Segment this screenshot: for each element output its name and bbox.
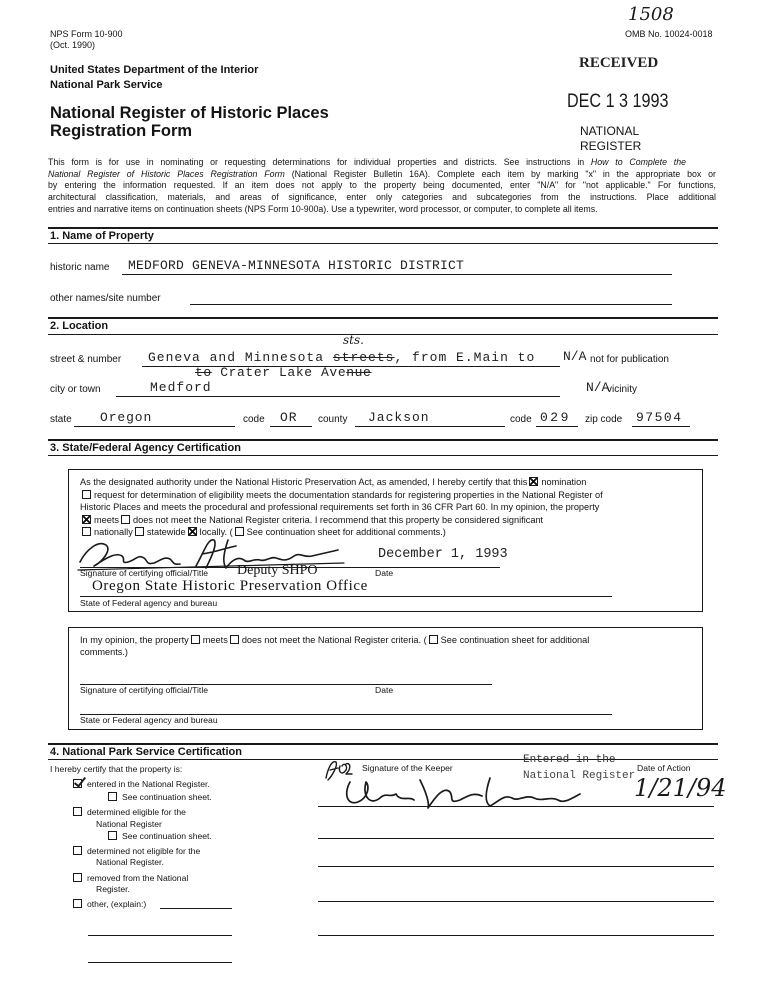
eligible-label: determined eligible for the bbox=[87, 807, 186, 817]
section-rule bbox=[48, 334, 718, 335]
keeper-signature-label: Signature of the Keeper bbox=[362, 763, 453, 773]
received-date-stamp: DEC 1 3 1993 bbox=[567, 91, 669, 112]
field-underline bbox=[632, 426, 690, 427]
entered-label: entered in the National Register. bbox=[87, 779, 210, 789]
stamp-register: REGISTER bbox=[580, 139, 642, 153]
opinion-text: does not meet the National Register criteria. ( bbox=[241, 635, 427, 645]
nomination-label: nomination bbox=[541, 477, 587, 487]
historic-name-label: historic name bbox=[50, 262, 110, 273]
city-value: Medford bbox=[150, 380, 212, 395]
certification-line-4 bbox=[80, 515, 543, 525]
opinion-line-2: comments.) bbox=[80, 647, 128, 657]
opinion-signature-label: Signature of certifying official/Title bbox=[80, 685, 209, 695]
explain-line bbox=[160, 908, 232, 909]
instructions-italic: National Register of Historic Places Registration Form bbox=[48, 169, 285, 179]
instructions-line-1 bbox=[48, 158, 686, 167]
state-code-value: OR bbox=[280, 410, 298, 425]
field-underline bbox=[74, 426, 235, 427]
vicinity-label: vicinity bbox=[607, 384, 638, 395]
section-rule bbox=[48, 227, 718, 229]
state-value: Oregon bbox=[100, 410, 153, 425]
official-title: Deputy SHPO bbox=[237, 563, 318, 578]
other-names-label: other names/site number bbox=[50, 293, 161, 304]
opinion-date-label: Date bbox=[375, 685, 394, 695]
eligible-checkbox bbox=[73, 807, 82, 816]
street-value-struck: streets bbox=[332, 350, 395, 365]
date-of-action-label: Date of Action bbox=[637, 763, 691, 773]
opinion-meets-checkbox bbox=[191, 635, 200, 644]
omb-number: OMB No. 10024-0018 bbox=[625, 29, 713, 39]
section-1-heading: 1. Name of Property bbox=[50, 230, 154, 242]
instructions-line-5: entries and narrative items on continuation sheets (NPS Form 10-900a). Use a typewriter, word processor, or computer, to complete all items. bbox=[48, 204, 598, 214]
does-not-meet-checkbox bbox=[121, 515, 130, 524]
opinion-text: In my opinion, the property bbox=[80, 635, 189, 645]
section-rule bbox=[48, 243, 718, 244]
opinion-meets-label: meets bbox=[202, 635, 228, 645]
city-label: city or town bbox=[50, 384, 101, 395]
opinion-line-1 bbox=[80, 635, 589, 645]
section-rule bbox=[48, 759, 718, 760]
county-label: county bbox=[318, 414, 348, 425]
signature-label: Signature of certifying official/Title bbox=[80, 568, 209, 578]
entered-continuation-label: See continuation sheet. bbox=[122, 792, 212, 802]
section-rule bbox=[48, 743, 718, 745]
opinion-continuation-checkbox bbox=[429, 635, 438, 644]
not-for-publication-label: not for publication bbox=[590, 354, 669, 365]
street-line2-struck: to bbox=[195, 365, 212, 380]
certification-text: request for determination of eligibility meets the documentation standards for registering properties in the National Register of bbox=[94, 490, 603, 500]
statewide-label: statewide bbox=[146, 527, 186, 537]
other-label: other, (explain:) bbox=[87, 899, 147, 909]
other-checkbox bbox=[73, 899, 82, 908]
entered-continuation-checkbox bbox=[108, 792, 117, 801]
removed-checkbox bbox=[73, 873, 82, 882]
nps-certify-intro: I hereby certify that the property is: bbox=[50, 764, 183, 774]
instructions-italic: How to Complete the bbox=[590, 157, 686, 167]
opinion-agency-label: State or Federal agency and bureau bbox=[80, 715, 218, 725]
stamp-national: NATIONAL bbox=[580, 124, 640, 138]
keeper-line bbox=[318, 901, 714, 902]
page-subtitle: Registration Form bbox=[50, 122, 193, 140]
keeper-line bbox=[318, 838, 714, 839]
entered-checkbox bbox=[73, 779, 82, 788]
certification-text: As the designated authority under the National Historic Preservation Act, as amended, I hereby certify that this bbox=[80, 477, 528, 487]
agency-value: Oregon State Historic Preservation Office bbox=[92, 578, 368, 594]
handwritten-file-number: 1508 bbox=[628, 4, 674, 25]
section-rule bbox=[48, 455, 718, 456]
field-underline bbox=[536, 426, 578, 427]
continuation-label: See continuation sheet for additional comments.) bbox=[246, 527, 446, 537]
keeper-line bbox=[318, 806, 714, 807]
keeper-line bbox=[318, 935, 714, 936]
section-2-heading: 2. Location bbox=[50, 320, 109, 332]
removed-label: removed from the National bbox=[87, 873, 189, 883]
certification-line-2 bbox=[80, 490, 603, 500]
eligible-label-2: National Register bbox=[96, 819, 162, 829]
street-line2-struck-end: nue bbox=[346, 365, 372, 380]
section-rule bbox=[48, 317, 718, 319]
street-value-part: Geneva and Minnesota bbox=[148, 350, 325, 365]
certification-date: December 1, 1993 bbox=[378, 547, 508, 562]
eligible-continuation-checkbox bbox=[108, 831, 117, 840]
explain-line bbox=[88, 962, 232, 963]
instructions-line-3: by entering the information requested. If an item does not apply to the property being documented, enter "N/A" for "not applicable." For functions, bbox=[48, 180, 716, 190]
field-underline bbox=[270, 426, 312, 427]
section-rule bbox=[48, 439, 718, 441]
instructions-text: (National Register Bulletin 16A). Complete each item by marking "x" in the appropriate box or bbox=[291, 169, 716, 179]
county-code-label: code bbox=[510, 414, 532, 425]
field-underline bbox=[116, 396, 560, 397]
vicinity-na: N/A bbox=[586, 380, 610, 395]
street-line2-text: Crater Lake Ave bbox=[220, 365, 347, 380]
county-code-value: 029 bbox=[540, 410, 571, 425]
nationally-label: nationally bbox=[94, 527, 133, 537]
instructions-line-4: architectural classification, materials, and areas of significance, enter only categories and subcategories from the instructions. Place additional bbox=[48, 192, 716, 202]
zip-code-value: 97504 bbox=[636, 410, 683, 425]
request-checkbox bbox=[82, 490, 91, 499]
explain-line bbox=[88, 935, 232, 936]
state-code-label: code bbox=[243, 414, 265, 425]
form-number: NPS Form 10-900 bbox=[50, 29, 123, 39]
date-of-action-value: 1/21/94 bbox=[634, 774, 727, 802]
nomination-checkbox bbox=[529, 477, 538, 486]
keeper-line bbox=[318, 866, 714, 867]
service: National Park Service bbox=[50, 79, 163, 91]
certification-line-1 bbox=[80, 477, 586, 487]
not-for-publication-na: N/A bbox=[563, 349, 587, 364]
state-label: state bbox=[50, 414, 72, 425]
field-underline bbox=[190, 304, 672, 305]
field-underline bbox=[355, 426, 505, 427]
not-eligible-label-2: National Register. bbox=[96, 857, 164, 867]
street-value-line-2 bbox=[195, 366, 371, 379]
zip-code-label: zip code bbox=[585, 414, 623, 425]
removed-label-2: Register. bbox=[96, 884, 130, 894]
instructions-text: This form is for use in nominating or requesting determinations for individual properties and districts. See instructions in bbox=[48, 157, 585, 167]
certification-line-3: Historic Places and meets the procedural and professional requirements set forth in 36 CFR Part 60. In my opinion, the property bbox=[80, 502, 600, 512]
eligible-continuation-label: See continuation sheet. bbox=[122, 831, 212, 841]
opinion-text: See continuation sheet for additional bbox=[440, 635, 590, 645]
street-handwritten-note: sts. bbox=[343, 333, 364, 347]
department: United States Department of the Interior bbox=[50, 64, 259, 76]
section-3-heading: 3. State/Federal Agency Certification bbox=[50, 442, 241, 454]
date-label: Date bbox=[375, 568, 394, 578]
agency-line bbox=[80, 596, 612, 597]
meets-label: meets bbox=[94, 515, 120, 525]
instructions-line-2 bbox=[48, 170, 716, 179]
not-eligible-checkbox bbox=[73, 846, 82, 855]
entered-stamp-line-2: National Register bbox=[523, 770, 636, 782]
historic-name-value: MEDFORD GENEVA-MINNESOTA HISTORIC DISTRICT bbox=[128, 258, 465, 273]
locally-label: locally. ( bbox=[199, 527, 233, 537]
opinion-does-not-meet-checkbox bbox=[230, 635, 239, 644]
street-label: street & number bbox=[50, 354, 122, 365]
entered-stamp-line-1: Entered in the bbox=[523, 754, 616, 766]
page-title: National Register of Historic Places bbox=[50, 104, 329, 122]
agency-label: State of Federal agency and bureau bbox=[80, 598, 218, 608]
county-value: Jackson bbox=[368, 410, 430, 425]
received-stamp: RECEIVED bbox=[579, 55, 659, 71]
section-4-heading: 4. National Park Service Certification bbox=[50, 746, 242, 758]
street-value bbox=[148, 351, 535, 364]
form-date: (Oct. 1990) bbox=[50, 40, 96, 50]
meets-checkbox bbox=[82, 515, 91, 524]
certification-text: does not meet the National Register criteria. I recommend that this property be considered significant bbox=[133, 515, 544, 525]
not-eligible-label: determined not eligible for the bbox=[87, 846, 201, 856]
street-value-part: , from E.Main to bbox=[394, 350, 536, 365]
field-underline bbox=[122, 274, 672, 275]
